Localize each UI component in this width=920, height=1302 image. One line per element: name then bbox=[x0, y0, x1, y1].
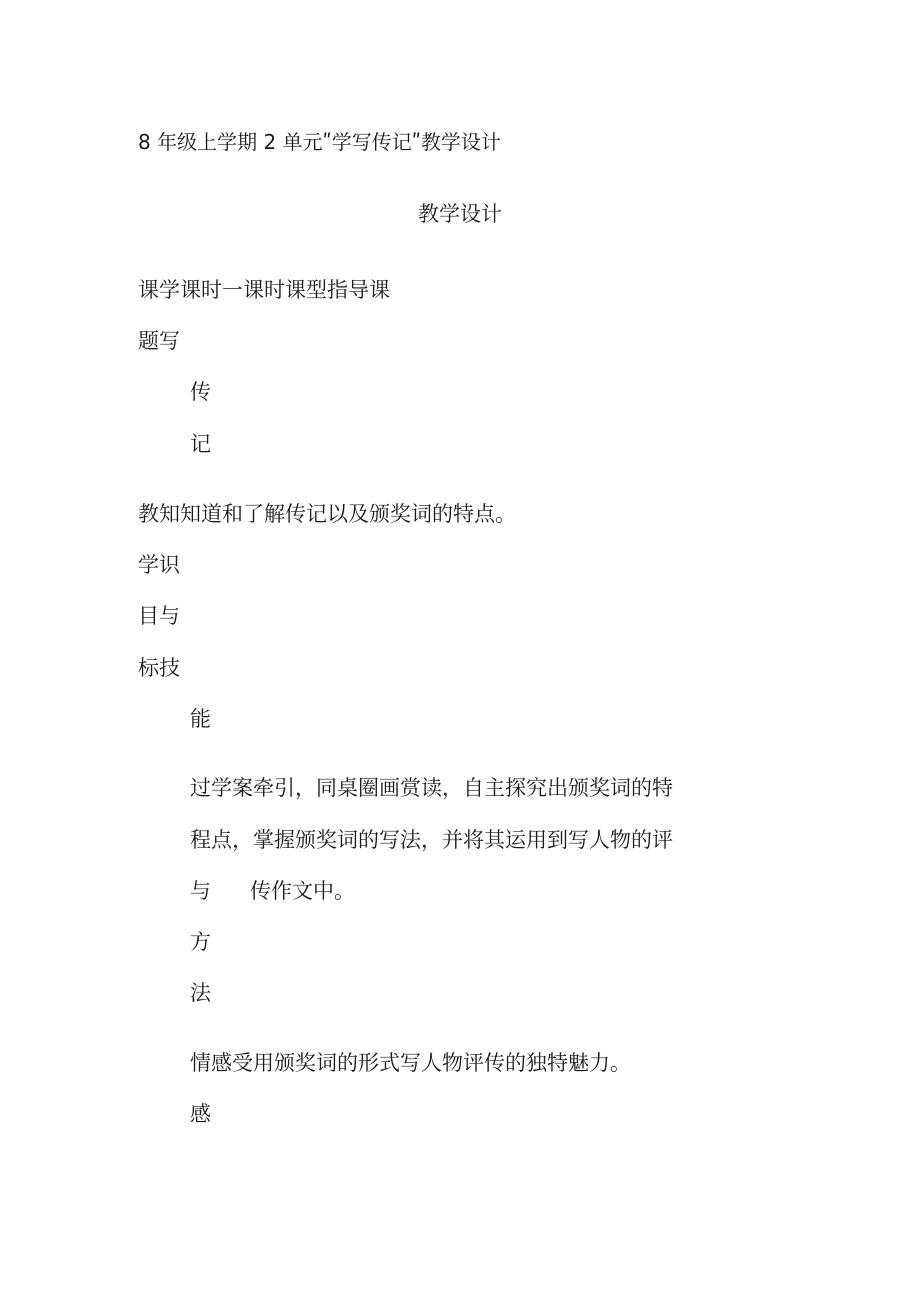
process-label-line: 方 bbox=[190, 930, 211, 954]
document-heading: 8 年级上学期 2 单元ʺ学写传记ʺ教学设计 bbox=[138, 130, 501, 154]
emotion-goal-line: 情感受用颁奖词的形式写人物评传的独特魅力。 bbox=[190, 1051, 631, 1075]
goal-label-line: 目与 bbox=[138, 604, 180, 628]
process-label-line: 法 bbox=[190, 981, 211, 1005]
goal-label-line: 学识 bbox=[138, 553, 180, 577]
goal-label-line: 标技 bbox=[138, 656, 180, 680]
topic-char-line: 记 bbox=[190, 432, 211, 456]
knowledge-goal-line: 教知知道和了解传记以及颁奖词的特点。 bbox=[138, 502, 516, 526]
page-title: 教学设计 bbox=[418, 202, 502, 226]
process-goal-line: 过学案牵引，同桌圈画赏读，自主探究出颁奖词的特 bbox=[190, 776, 673, 800]
lesson-info-line: 课学课时一课时课型指导课 bbox=[138, 278, 390, 302]
goal-label-line: 能 bbox=[190, 707, 211, 731]
process-goal-line: 传作文中。 bbox=[250, 879, 355, 903]
process-label-line: 与 bbox=[190, 879, 211, 903]
topic-char-line: 传 bbox=[190, 380, 211, 404]
topic-label-line: 题写 bbox=[138, 329, 180, 353]
process-goal-line: 程点，掌握颁奖词的写法，并将其运用到写人物的评 bbox=[190, 828, 673, 852]
emotion-label-line: 感 bbox=[190, 1102, 211, 1126]
